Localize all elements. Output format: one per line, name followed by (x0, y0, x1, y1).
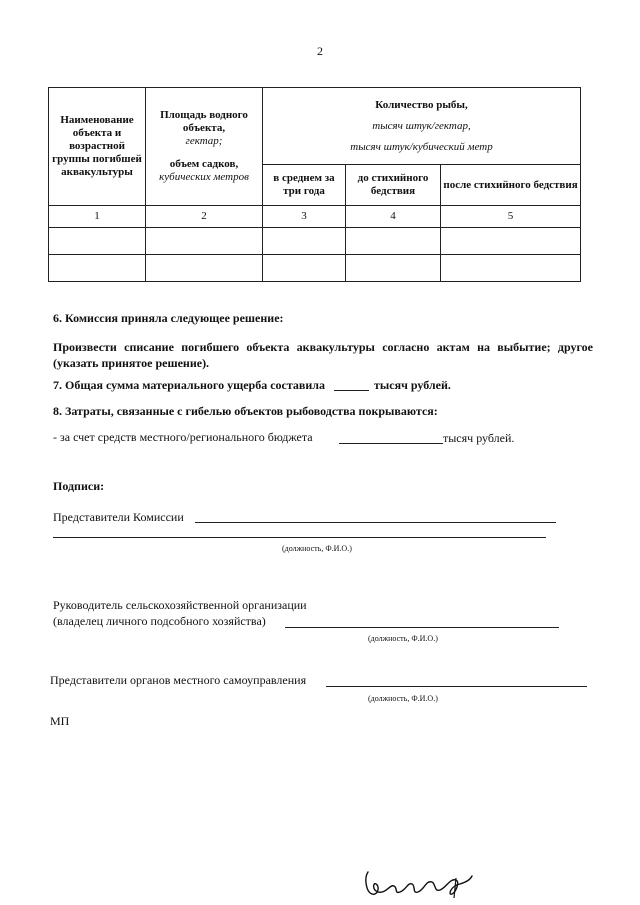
budget-unit: тысяч рублей. (443, 431, 515, 445)
section7-text-after: тысяч рублей. (374, 378, 451, 392)
col2-header (146, 88, 263, 206)
head-label-line1: Руководитель сельскохозяйственной организации (53, 598, 307, 612)
local-gov-label: Представители органов местного самоуправления (50, 673, 307, 687)
local-gov-caption: (должность, Ф.И.О.) (368, 694, 438, 703)
handwritten-signature (360, 868, 480, 902)
table-cell[interactable] (441, 255, 581, 282)
col2-header-area: Площадь водного объекта, (160, 109, 248, 134)
col-number: 3 (263, 206, 346, 228)
table-cell[interactable] (146, 228, 263, 255)
fish-header-title: Количество рыбы, (375, 98, 468, 111)
col-number: 2 (146, 206, 263, 228)
commission-signature-line-2[interactable] (53, 537, 546, 538)
commission-signature-line-1[interactable] (195, 522, 556, 523)
table-cell[interactable] (49, 255, 146, 282)
commission-caption: (должность, Ф.И.О.) (282, 544, 352, 553)
page-number: 2 (317, 44, 323, 58)
table-cell[interactable] (346, 255, 441, 282)
col2-header-area-unit: гектар; (185, 135, 223, 147)
table-cell[interactable] (146, 255, 263, 282)
col2-header-volume: объем садков, (169, 158, 239, 170)
head-label-line2: (владелец личного подсобного хозяйства) (53, 614, 266, 628)
fish-header-unit-2: тысяч штук/кубический метр (350, 140, 493, 153)
column-number-row (49, 206, 581, 228)
fish-data-table (48, 87, 581, 282)
section6-text: Произвести списание погибшего объекта аквакультуры согласно актам на выбытие; другое (указать принятое решение). (53, 340, 593, 370)
table-cell[interactable] (441, 228, 581, 255)
fish-header-unit-1: тысяч штук/гектар, (372, 119, 471, 132)
col1-header: Наименование объекта и возрастной группы погибшей аквакультуры (49, 88, 146, 206)
budget-amount-field[interactable] (339, 443, 443, 444)
fish-header (263, 88, 581, 165)
table-cell[interactable] (346, 228, 441, 255)
commission-label: Представители Комиссии (53, 510, 184, 524)
col2-header-volume-unit: кубических метров (159, 171, 249, 183)
head-signature-line[interactable] (285, 627, 559, 628)
table-row (49, 228, 581, 255)
local-gov-signature-line[interactable] (326, 686, 587, 687)
head-caption: (должность, Ф.И.О.) (368, 634, 438, 643)
sub-col5-header: после стихийного бедствия (441, 165, 581, 206)
section8-heading: 8. Затраты, связанные с гибелью объектов рыбоводства покрываются: (53, 404, 438, 418)
col-number: 4 (346, 206, 441, 228)
damage-amount-field[interactable] (334, 390, 369, 391)
col-number: 1 (49, 206, 146, 228)
signatures-heading: Подписи: (53, 479, 105, 493)
table-row (49, 255, 581, 282)
budget-text: - за счет средств местного/регионального бюджета (53, 430, 313, 444)
section7-text-before: 7. Общая сумма материального ущерба составила (53, 378, 326, 392)
stamp-label: МП (50, 714, 70, 728)
sub-col4-header: до стихийного бедствия (346, 165, 441, 206)
table-cell[interactable] (263, 255, 346, 282)
table-cell[interactable] (263, 228, 346, 255)
table-cell[interactable] (49, 228, 146, 255)
sub-col3-header: в среднем за три года (263, 165, 346, 206)
section6-heading: 6. Комиссия приняла следующее решение: (53, 311, 284, 325)
col-number: 5 (441, 206, 581, 228)
